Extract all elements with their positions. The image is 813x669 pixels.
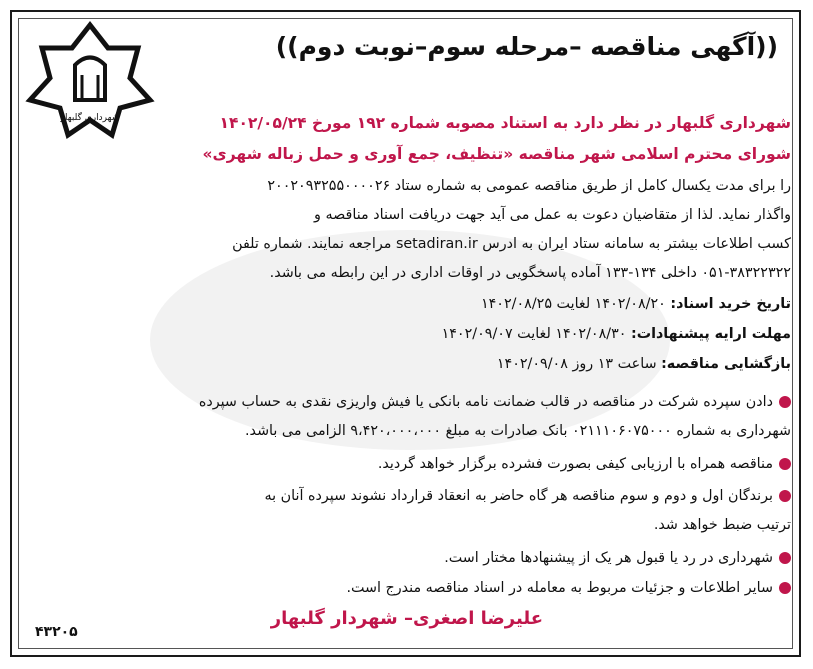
signature: علیرضا اصغری– شهردار گلبهار xyxy=(270,608,543,629)
body-line-1: را برای مدت یکسال کامل از طریق مناقصه عمومی به شماره ستاد ۲۰۰۲۰۹۳۲۵۵۰۰۰۰۲۶ xyxy=(267,178,791,194)
bullet-3-line-1: برندگان اول و دوم و سوم مناقصه هر گاه حاضر به انعقاد قرارداد نشوند سپرده آنان به xyxy=(264,488,773,504)
bullet-item-4 xyxy=(31,544,791,573)
deadline-label: مهلت ارایه پیشنهادات: xyxy=(630,326,791,342)
bullet-dot-icon xyxy=(779,458,791,470)
deadline-value: ۱۴۰۲/۰۸/۳۰ لغایت ۱۴۰۲/۰۹/۰۷ xyxy=(441,326,627,342)
bullet-2-text: مناقصه همراه با ارزیابی کیفی بصورت فشرده برگزار خواهد گردید. xyxy=(377,456,773,472)
heading-line-2: شورای محترم اسلامی شهر مناقصه «تنظیف، جمع آوری و حمل زباله شهری» xyxy=(202,145,791,163)
deadline-row xyxy=(31,326,791,342)
logo-text: شهرداری گلبهار xyxy=(60,113,120,123)
body-line-2: واگذار نماید. لذا از متقاضیان دعوت به عمل می آید جهت دریافت اسناد مناقصه و xyxy=(314,207,791,223)
opening-row xyxy=(31,356,791,372)
bullet-item-3-continued: ترتیب ضبط خواهد شد. xyxy=(653,517,791,533)
bullet-item-1 xyxy=(31,388,791,417)
municipality-logo xyxy=(20,20,160,140)
opening-label: بازگشایی مناقصه: xyxy=(661,356,791,372)
body-line-3: کسب اطلاعات بیشتر به سامانه ستاد ایران به ادرس setadiran.ir مراجعه نمایند. شماره تلفن xyxy=(232,236,791,252)
bullet-dot-icon xyxy=(779,582,791,594)
bullet-dot-icon xyxy=(779,552,791,564)
purchase-date-label: تاریخ خرید اسناد: xyxy=(670,296,791,312)
opening-value: ساعت ۱۳ روز ۱۴۰۲/۰۹/۰۸ xyxy=(496,356,657,372)
notice-title: ((آگهی مناقصه –مرحله سوم–نوبت دوم)) xyxy=(275,32,778,61)
bullet-item-2 xyxy=(31,450,791,479)
purchase-date-value: ۱۴۰۲/۰۸/۲۰ لغایت ۱۴۰۲/۰۸/۲۵ xyxy=(480,296,666,312)
bullet-dot-icon xyxy=(779,396,791,408)
purchase-date-row xyxy=(31,296,791,312)
bullet-5-text: سایر اطلاعات و جزئیات مربوط به معامله در اسناد مناقصه مندرج است. xyxy=(346,580,773,596)
bullet-4-text: شهرداری در رد یا قبول هر یک از پیشنهادها مختار است. xyxy=(444,550,773,566)
bullet-item-5 xyxy=(31,574,791,603)
bullet-item-3 xyxy=(31,482,791,511)
heading-line-1: شهرداری گلبهار در نظر دارد به استناد مصوبه شماره ۱۹۲ مورخ ۱۴۰۲/۰۵/۲۴ xyxy=(219,114,791,132)
body-line-4: ۰۵۱-۳۸۳۲۲۳۲۲ داخلی ۱۳۴-۱۳۳ آماده پاسخگویی در اوقات اداری در این رابطه می باشد. xyxy=(269,265,791,281)
reference-number: ۴۳۲۰۵ xyxy=(35,624,78,640)
bullet-item-1-continued: شهرداری به شماره ۰۲۱۱۱۰۶۰۷۵۰۰۰ بانک صادرات به مبلغ ۹،۴۲۰،۰۰۰،۰۰۰ الزامی می باشد. xyxy=(245,423,791,439)
bullet-dot-icon xyxy=(779,490,791,502)
bullet-1-line-1: دادن سپرده شرکت در مناقصه در قالب ضمانت نامه بانکی یا فیش واریزی نقدی به حساب سپرده xyxy=(198,394,773,410)
